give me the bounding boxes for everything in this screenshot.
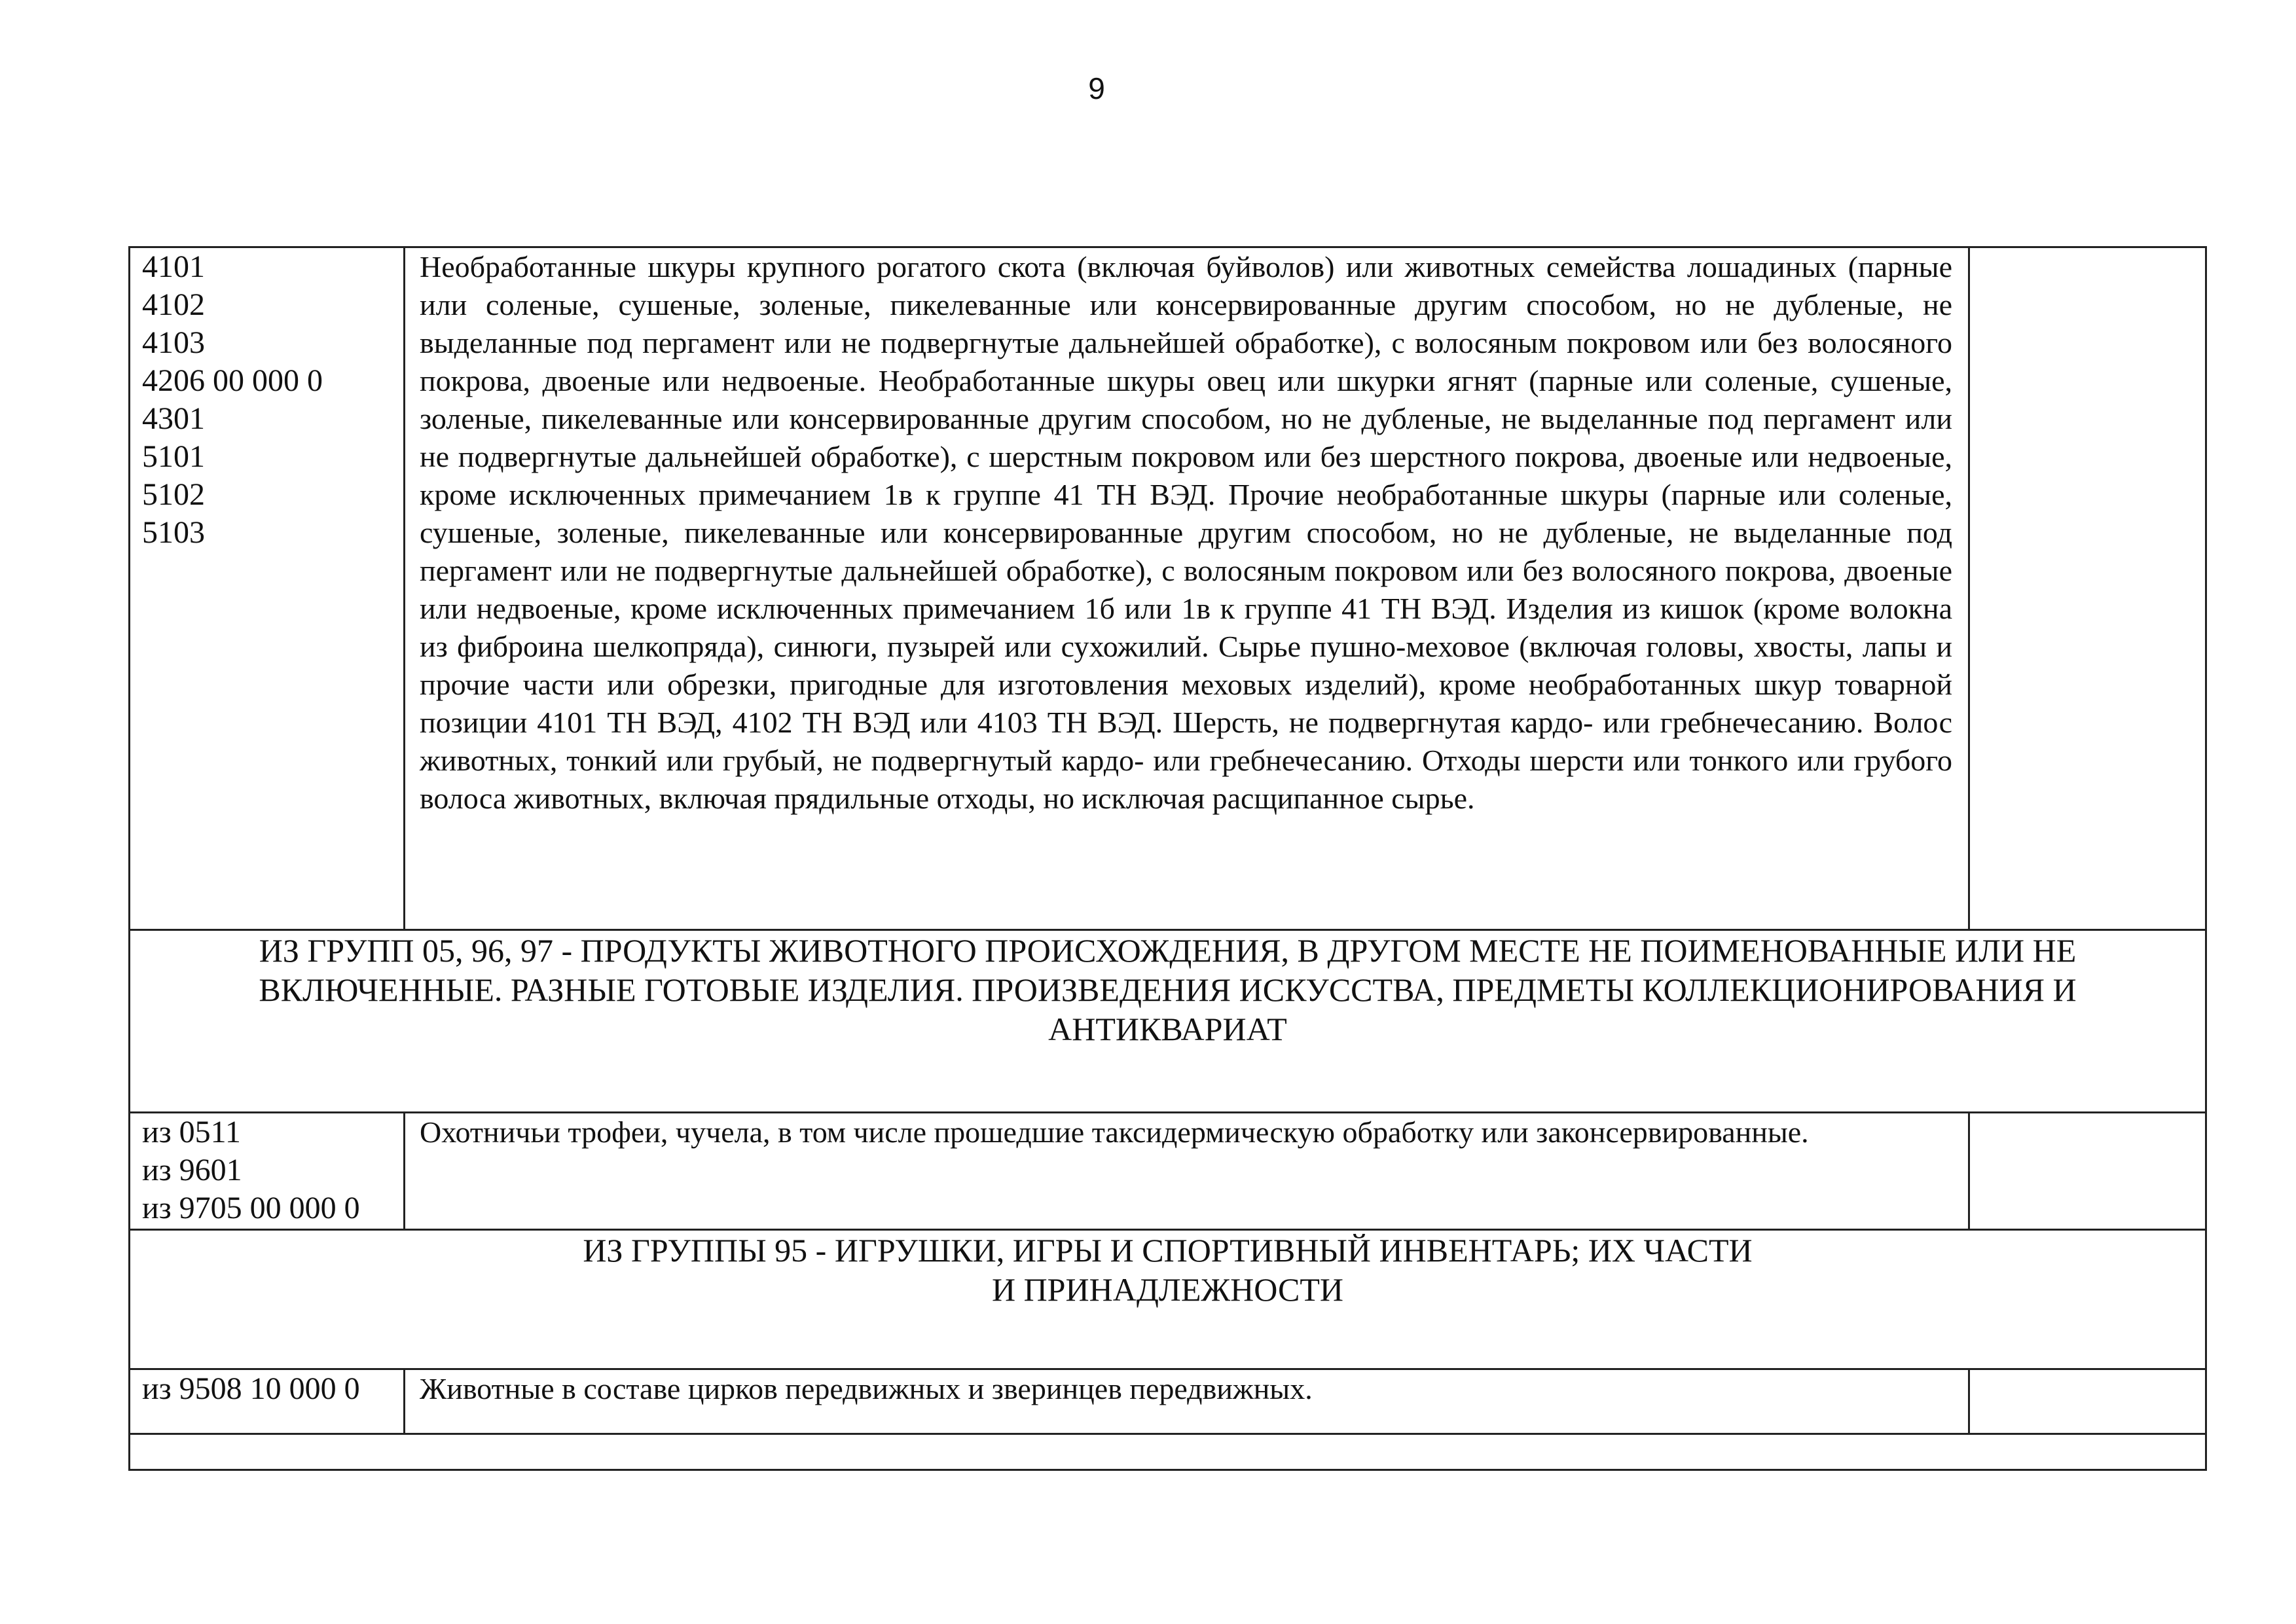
tnved-code: 5103 — [142, 515, 205, 550]
section-heading-line: ИЗ ГРУПП 05, 96, 97 - ПРОДУКТЫ ЖИВОТНОГО ПРОИСХОЖДЕНИЯ, В ДРУГОМ МЕСТЕ НЕ ПОИМЕНОВАННЫЕ ИЛИ НЕ — [259, 932, 2077, 969]
section-row — [130, 930, 2206, 1113]
codes-cell — [130, 247, 405, 930]
codes-cell — [130, 1369, 405, 1434]
section-heading-line: ИЗ ГРУППЫ 95 - ИГРУШКИ, ИГРЫ И СПОРТИВНЫЙ ИНВЕНТАРЬ; ИХ ЧАСТИ — [583, 1232, 1753, 1269]
description-cell — [405, 1113, 1969, 1230]
section-heading-line: ВКЛЮЧЕННЫЕ. РАЗНЫЕ ГОТОВЫЕ ИЗДЕЛИЯ. ПРОИЗВЕДЕНИЯ ИСКУССТВА, ПРЕДМЕТЫ КОЛЛЕКЦИОНИРОВАНИЯ И — [259, 971, 2077, 1008]
tnved-code: 4206 00 000 0 — [142, 363, 323, 398]
tnved-code: 5101 — [142, 439, 205, 474]
goods-description: Животные в составе цирков передвижных и зверинцев передвижных. — [420, 1372, 1313, 1405]
tnved-code: из 9601 — [142, 1153, 242, 1187]
tnved-code: 4301 — [142, 401, 205, 436]
section-row — [130, 1230, 2206, 1369]
empty-cell — [1969, 1369, 2206, 1434]
description-cell — [405, 247, 1969, 930]
tnved-code: 4101 — [142, 249, 205, 284]
empty-cell — [1969, 1113, 2206, 1230]
page-number: 9 — [1088, 71, 1105, 105]
goods-table — [128, 246, 2207, 1471]
codes-cell — [130, 1113, 405, 1230]
table-row — [130, 1434, 2206, 1470]
section-heading-line: И ПРИНАДЛЕЖНОСТИ — [991, 1271, 1344, 1308]
description-cell — [405, 1369, 1969, 1434]
section-heading-line: АНТИКВАРИАТ — [1048, 1011, 1287, 1047]
table-row — [130, 247, 2206, 930]
tnved-code: 5102 — [142, 477, 205, 512]
table-row — [130, 1113, 2206, 1230]
empty-cell — [1969, 247, 2206, 930]
tnved-code: из 0511 — [142, 1115, 241, 1149]
tnved-code: из 9508 10 000 0 — [142, 1371, 360, 1406]
goods-description: Охотничьи трофеи, чучела, в том числе прошедшие таксидермическую обработку или законсервированные. — [420, 1115, 1809, 1149]
section-heading — [130, 1230, 2206, 1369]
goods-description: Необработанные шкуры крупного рогатого скота (включая буйволов) или животных семейства лошадиных (парные или соленые, сушеные, золеные, пикелеванные или консервированные другим способом, но не дубленые, не выделанные под пергамент или не подвергнутые дальнейшей обработке), с волосяным покровом или без волосяного покрова, двоеные или недвоеные. Необработанные шкуры овец или шкурки ягнят (парные или соленые, сушеные, золеные, пикелеванные или консервированные другим способом, но не дубленые, не выделанные под пергамент или не подвергнутые дальнейшей обработке), с шерстным покровом или без шерстного покрова, двоеные или недвоеные, кроме исключенных примечанием 1в к группе 41 ТН ВЭД. Прочие необработанные шкуры (парные или соленые, сушеные, золеные, пикелеванные или консервированные другим способом, но не дубленые, не выделанные под пергамент или не подвергнутые дальнейшей обработке), с волосяным покровом или без волосяного покрова, двоеные или недвоеные, кроме исключенных примечанием 1б или 1в к группе 41 ТН ВЭД. Изделия из кишок (кроме волокна из фиброина шелкопряда), синюги, пузырей или сухожилий. Сырье пушно-меховое (включая головы, хвосты, лапы и прочие части или обрезки, пригодные для изготовления меховых изделий), кроме необработанных шкур товарной позиции 4101 ТН ВЭД, 4102 ТН ВЭД или 4103 ТН ВЭД. Шерсть, не подвергнутая кардо- или гребнечесанию. Волос животных, тонкий или грубый, не подвергнутый кардо- или гребнечесанию. Отходы шерсти или тонкого или грубого волоса животных, включая прядильные отходы, но исключая расщипанное сырье. — [420, 250, 1952, 815]
tnved-code: из 9705 00 000 0 — [142, 1191, 360, 1225]
table-row — [130, 1369, 2206, 1434]
tnved-code: 4103 — [142, 325, 205, 360]
tnved-code: 4102 — [142, 287, 205, 322]
empty-row-cell — [130, 1434, 2206, 1470]
section-heading — [130, 930, 2206, 1113]
